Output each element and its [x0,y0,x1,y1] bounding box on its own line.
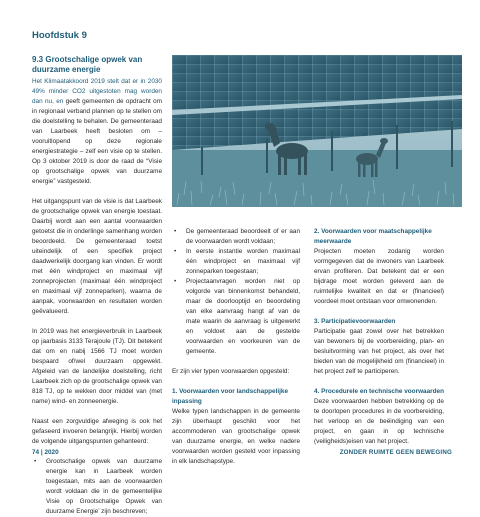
list-item: • Grootschalige opwek van duurzame energie kan in Laarbeek worden toegestaan, mits aan de voorwaarden wordt voldaan die in de gemeentelijke Visie op Grootschalige Opwek van duurzame Energie’ zijn beschreven; [32,457,162,517]
paragraph: Participatie gaat zowel over het betrekken van bewoners bij de voorbereiding, plan- en besluitvorming van het project, als over het bieden van de mogelijkheid om (financieel) in het project zelf te participeren. [314,328,444,375]
section-title: 9.3 Grootschalige opwek van duurzame energie [32,55,143,74]
subheading: 4. Procedurele en technische voorwaarden [314,388,444,395]
paragraph: Deze voorwaarden hebben betrekking op de te doorlopen procedures in de voorbereiding, het verloop en de beëindiging van een project, en gaan in op technische (veiligheids)eisen van het project. [314,398,444,445]
column-left [32,55,162,517]
list-item: • De gemeenteraad beoordeelt of er aan de voorwaarden wordt voldaan; [172,227,300,247]
bullet-list [32,457,162,517]
paragraph: Er zijn vier typen voorwaarden opgesteld: [172,368,290,375]
paragraph: In 2019 was het energieverbruik in Laarbeek op jaarbasis 3133 Terajoule (TJ). Dit betekent dat om en nabij 1566 TJ moet worden bespaard of/wel duurzaam opgewekt. Afgeleid van de landelijke doelstelling, richt Laarbeek zich op de grootschalige opwek van 818 TJ, op te wekken door middel van (met name) wind- en zonneenergie. [32,328,162,405]
list-item: • In eerste instantie worden maximaal één windproject en maximaal vijf zonneparken toegestaan; [172,247,300,277]
paragraph: geeft gemeenten de opdracht om in regionaal verband plannen op te stellen om die doelstelling te behalen. De gemeenteraad van Laarbeek heeft besloten om – vooruitlopend op deze regionale energiestrategie – zelf een visie op te stellen. Op 3 oktober 2019 is door de raad de “Visie op grootschalige opwek van duurzame energie” vastgesteld. [32,98,162,185]
solar-field-photo [172,55,462,207]
list-item: • Projectaanvragen worden niet op volgorde van binnenkomst behandeld, maar de doorlooptijd en beoordeling van elke aanvraag hangt af van de mate waarin de aanvraag is uitgewerkt en voldoet aan de gestelde voorwaarden en voorkeuren van de gemeente. [172,277,300,357]
paragraph: Het uitgangspunt van de visie is dat Laarbeek de grootschalige opwek van energie toestaat. Daarbij wordt aan een aantal voorwaarden getoetst die in onderlinge samenhang worden beoordeeld. De gemeenteraad toetst uiteindelijk of een specifiek project daadwerkelijk doorgang kan vinden. Er wordt met één windproject en maximaal vijf zonneprojecten (maximaal één windproject en maximaal vijf zonneparken), waarna de aanpak, voorwaarden en resultaten worden geëvalueerd. [32,198,162,315]
bullet-list [172,227,300,357]
chapter-heading: Hoofdstuk 9 [32,30,87,41]
paragraph: Projecten moeten zodanig worden vormgegeven dat de inwoners van Laarbeek ervan profiteren. Dat betekent dat er een bijdrage moet worden geleverd aan de ruimtelijke kwaliteit en dat er (financieel) voordeel moet ontstaan voor omwonenden. [314,248,444,305]
page-number: 74 | 2020 [32,449,59,456]
subheading: 2. Voorwaarden voor maatschappelijke meerwaarde [314,228,432,245]
subheading: 3. Participatievoorwaarden [314,318,396,325]
intro-highlight: Het Klimaatakkoord 2019 stelt dat er in 2030 49% minder CO2 uitgestoten mag worden dan nu, en [32,78,162,105]
footer-brand: ZONDER RUIMTE GEEN BEWEGING [339,449,452,456]
subheading: 1. Voorwaarden voor landschappelijke inpassing [172,388,289,405]
column-right [314,227,444,447]
paragraph: Welke typen landschappen in de gemeente zijn überhaupt geschikt voor het accommoderen van grootschalige opwek van duurzame energie, en welke nadere voorwaarden worden gesteld voor inpassing in elk landschapstype. [172,408,300,465]
column-middle [172,227,300,477]
paragraph: Naast een zorgvuldige afweging is ook het gefaseerd invoeren belangrijk. Hierbij worden de volgende uitgangspunten gehanteerd: [32,418,162,445]
